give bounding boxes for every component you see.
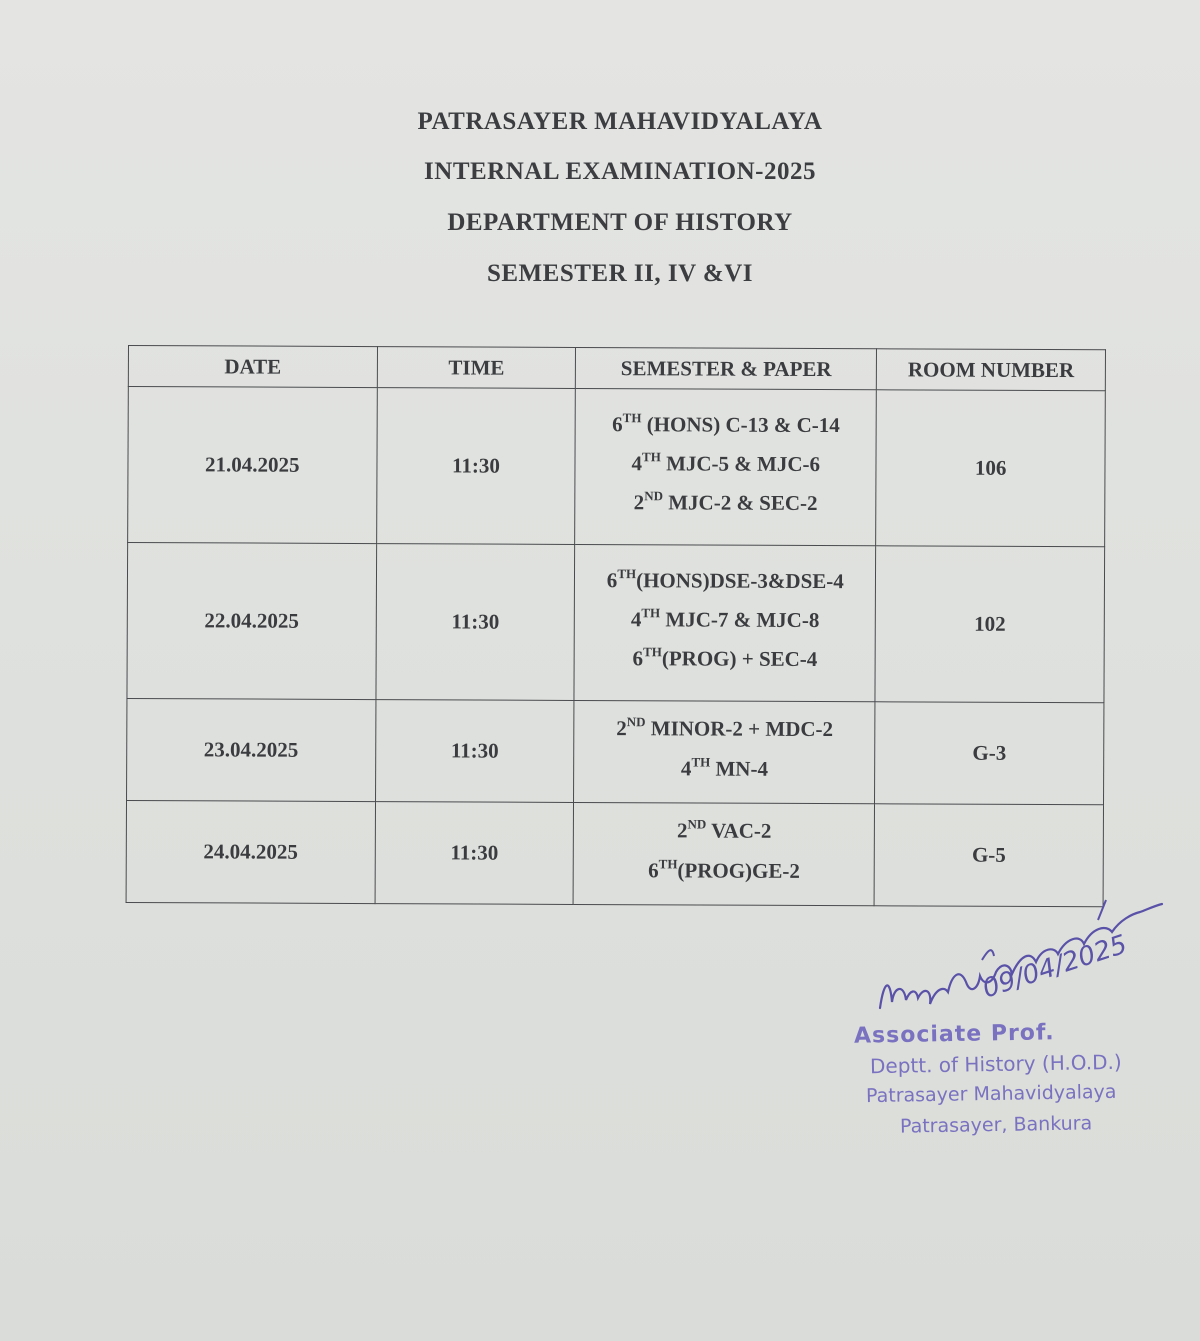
table-row: [128, 387, 1106, 547]
ordinal-suffix: TH: [622, 409, 642, 425]
college-name: PATRASAYER MAHAVIDYALAYA: [417, 108, 823, 135]
ordinal-suffix: TH: [658, 855, 678, 871]
paper-line: [576, 409, 876, 438]
header-semester-paper: SEMESTER & PAPER: [576, 347, 877, 389]
ordinal-suffix: ND: [687, 816, 707, 832]
paper-text: MJC-5 & MJC-6: [660, 451, 821, 476]
semester-number: 2: [633, 490, 645, 515]
cell-time: 11:30: [375, 700, 574, 803]
paper-text: (PROG)GE-2: [677, 857, 800, 883]
ordinal-suffix: TH: [691, 753, 711, 770]
ordinal-suffix: TH: [642, 449, 661, 465]
cell-semester-paper: [574, 700, 875, 803]
paper-text: (HONS)DSE-3&DSE-4: [636, 567, 844, 593]
cell-room-number: G-3: [875, 702, 1104, 805]
cell-date: 24.04.2025: [126, 800, 375, 903]
ordinal-suffix: ND: [644, 488, 664, 504]
stamp-designation: Associate Prof.: [853, 1020, 1055, 1049]
paper-text: MJC-7 & MJC-8: [660, 607, 820, 632]
cell-semester-paper: [574, 544, 876, 701]
paper-text: (PROG) + SEC-4: [661, 646, 818, 672]
cell-semester-paper: [575, 388, 877, 545]
semester-number: 6: [648, 857, 659, 882]
exam-schedule-table: [126, 345, 1106, 907]
cell-time: 11:30: [375, 802, 574, 905]
table-row: [127, 698, 1104, 804]
paper-line: [575, 565, 875, 594]
paper-text: MINOR-2 + MDC-2: [645, 716, 834, 742]
ordinal-suffix: TH: [641, 605, 661, 621]
paper-line: [575, 716, 875, 742]
paper-line: [574, 755, 874, 781]
ordinal-suffix: ND: [626, 714, 646, 730]
stamp-location: Patrasayer, Bankura: [899, 1112, 1093, 1138]
paper-text: VAC-2: [706, 818, 772, 844]
paper-line: [574, 857, 874, 883]
cell-date: 23.04.2025: [127, 698, 376, 801]
paper-text: (HONS) C-13 & C-14: [641, 411, 840, 437]
stamp-department: Deptt. of History (H.O.D.): [869, 1049, 1122, 1079]
header-room-number: ROOM NUMBER: [877, 349, 1106, 391]
cell-room-number: 106: [876, 390, 1105, 547]
paper-text: MN-4: [710, 756, 769, 781]
cell-room-number: 102: [875, 546, 1104, 703]
paper-line: [575, 607, 875, 633]
cell-semester-paper: [573, 802, 874, 905]
header-time: TIME: [377, 347, 576, 389]
paper-line: [575, 646, 875, 672]
semester-number: 4: [631, 451, 643, 476]
table-body: [126, 387, 1105, 907]
semester-number: 2: [616, 716, 627, 741]
cell-date: 22.04.2025: [127, 543, 376, 700]
signature-date: 09/04/2025: [979, 929, 1131, 1005]
paper-line: [576, 490, 876, 516]
semester-title: SEMESTER II, IV &VI: [486, 260, 754, 287]
signature-stamp: [840, 890, 1180, 1150]
semester-number: 4: [630, 607, 642, 632]
semester-number: 6: [606, 567, 618, 592]
table-row: [127, 543, 1105, 703]
cell-time: 11:30: [376, 544, 575, 701]
cell-time: 11:30: [376, 388, 575, 545]
exam-title: INTERNAL EXAMINATION-2025: [424, 158, 816, 185]
ordinal-suffix: TH: [643, 644, 662, 660]
stamp-college: Patrasayer Mahavidyalaya: [865, 1080, 1117, 1108]
semester-number: 6: [632, 646, 644, 671]
paper-line: [574, 818, 874, 844]
semester-number: 6: [612, 411, 623, 436]
ordinal-suffix: TH: [617, 565, 637, 581]
paper-line: [576, 451, 876, 477]
semester-number: 4: [680, 755, 692, 780]
semester-number: 2: [676, 818, 688, 843]
table-header-row: [128, 346, 1105, 391]
header-date: DATE: [128, 346, 377, 388]
department-title: DEPARTMENT OF HISTORY: [447, 209, 793, 236]
paper-text: MJC-2 & SEC-2: [662, 490, 818, 516]
cell-room-number: G-5: [874, 804, 1103, 907]
cell-date: 21.04.2025: [128, 387, 377, 544]
